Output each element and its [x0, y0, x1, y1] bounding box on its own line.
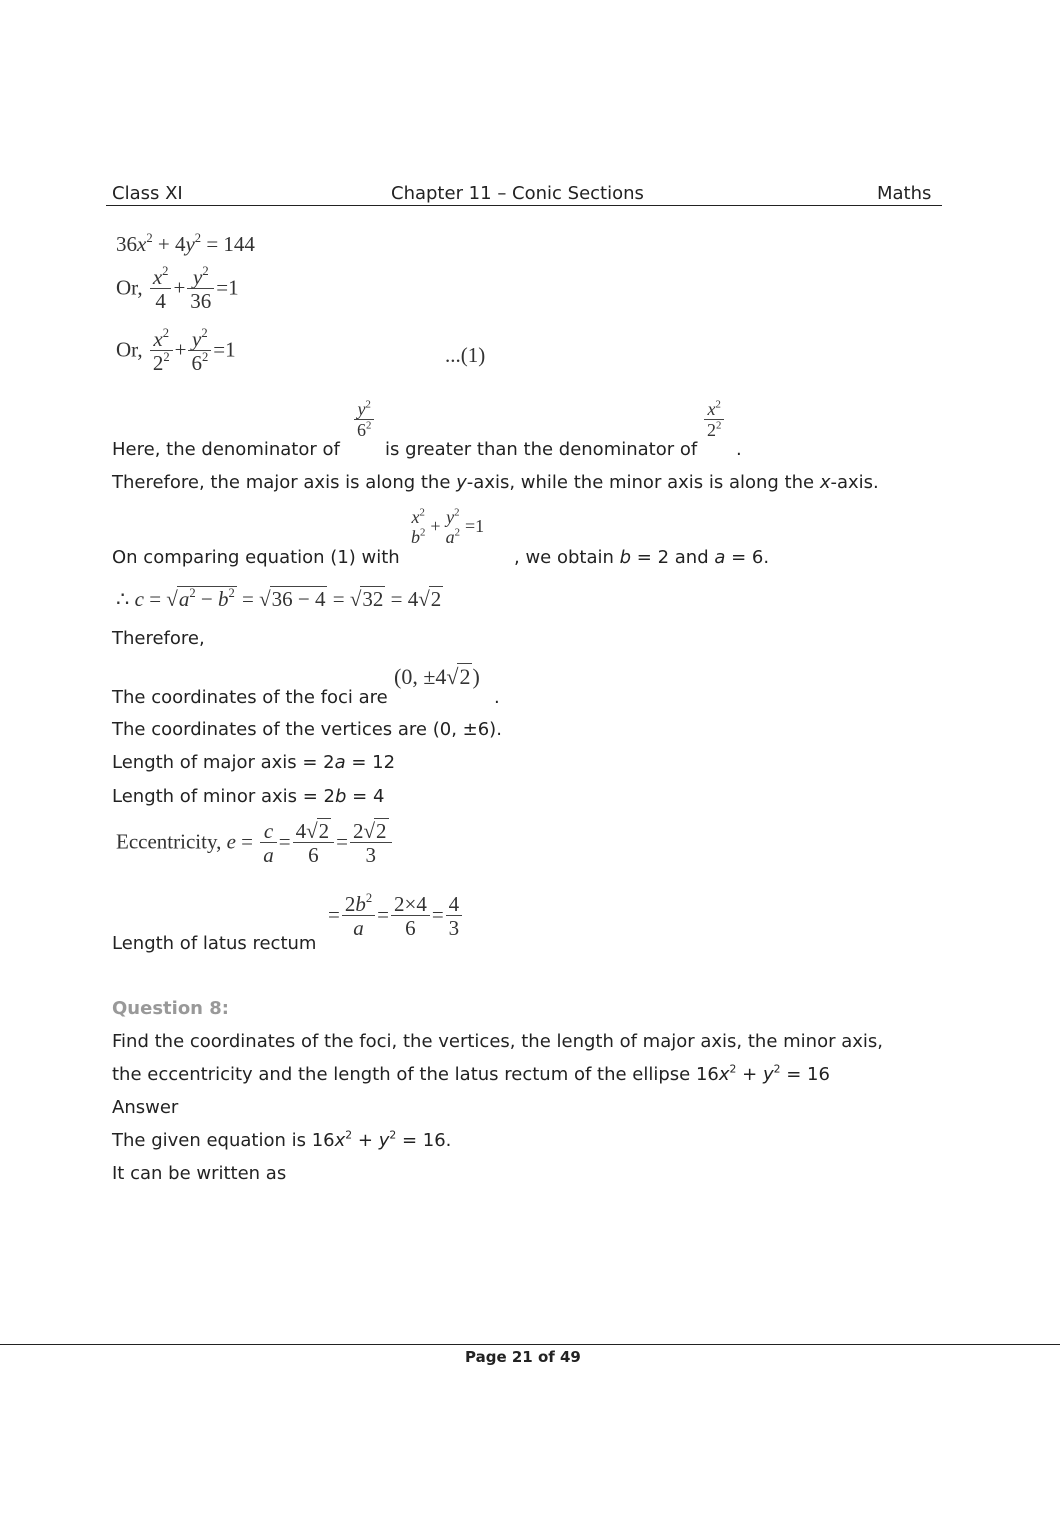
fraction-y2-62: $\frac{y^2}{6^2}$: [352, 400, 376, 441]
minor-axis-length: Length of minor axis = 2b = 4: [112, 786, 385, 807]
latus-rectum-equation: = $\frac{2b^2}{a}$ = $\frac{2\times 4}{6}$ = $\frac{4}{3}$: [328, 893, 464, 940]
denominator-text-c: .: [736, 439, 742, 460]
vertices-text: The coordinates of the vertices are (0, ±6).: [112, 719, 502, 740]
page-number: Page 21 of 49: [465, 1348, 581, 1366]
standard-ellipse-equation: $x^2$ $b^2$ + $y^2$ $a^2$ =1: [411, 506, 485, 547]
latus-rectum-label: Length of latus rectum: [112, 933, 317, 954]
header-chapter: Chapter 11 – Conic Sections: [391, 183, 644, 204]
major-axis-statement: Therefore, the major axis is along the y-axis, while the minor axis is along the x-axis.: [112, 472, 879, 493]
question-title: Question 8:: [112, 998, 229, 1019]
foci-period: .: [494, 687, 500, 708]
question-line-2: the eccentricity and the length of the latus rectum of the ellipse $16x^2 + y^2 = 16$: [112, 1062, 830, 1085]
comparing-text-b: , we obtain b = 2 and a = 6.: [514, 547, 770, 568]
foci-text: The coordinates of the foci are: [112, 687, 388, 708]
fraction-x2-22: $\frac{x^2}{2^2}$: [702, 400, 726, 441]
header-class: Class XI: [112, 183, 183, 204]
equation-or-1: Or, $\frac{x^2}{4}$ + $\frac{y^2}{36}$ =1: [116, 264, 239, 314]
footer-divider: [0, 1344, 1060, 1345]
comparing-text-a: On comparing equation (1) with: [112, 547, 400, 568]
equation-or-2: Or, $\frac{x^2}{2^2}$ + $\frac{y^2}{6^2}$ =1: [116, 326, 236, 376]
header-subject: Maths: [877, 183, 932, 204]
written-as: It can be written as: [112, 1163, 287, 1184]
given-equation: The given equation is $16x^2 + y^2 = 16$.: [112, 1128, 452, 1151]
foci-coordinates: (0, ±4√2): [394, 664, 480, 689]
therefore-label: Therefore,: [112, 628, 205, 649]
equation-label: ...(1): [445, 343, 486, 367]
denominator-text-a: Here, the denominator of: [112, 439, 340, 460]
header-divider: [106, 205, 942, 206]
major-axis-length: Length of major axis = 2a = 12: [112, 752, 396, 773]
eccentricity-equation: Eccentricity, e = $\frac{c}{a}$ = $\frac{4√2}{6}$ = $\frac{2√2}{3}$: [116, 820, 394, 867]
equation-main: $36x^2 + 4y^2 = 144$: [116, 231, 255, 256]
question-line-1: Find the coordinates of the foci, the vertices, the length of major axis, the minor axis,: [112, 1031, 883, 1052]
c-calculation: ∴ $c = √a^2 - b^2 = √36 - 4 = √32 = 4√2$: [116, 586, 442, 611]
denominator-text-b: is greater than the denominator of: [385, 439, 698, 460]
answer-label: Answer: [112, 1097, 179, 1118]
